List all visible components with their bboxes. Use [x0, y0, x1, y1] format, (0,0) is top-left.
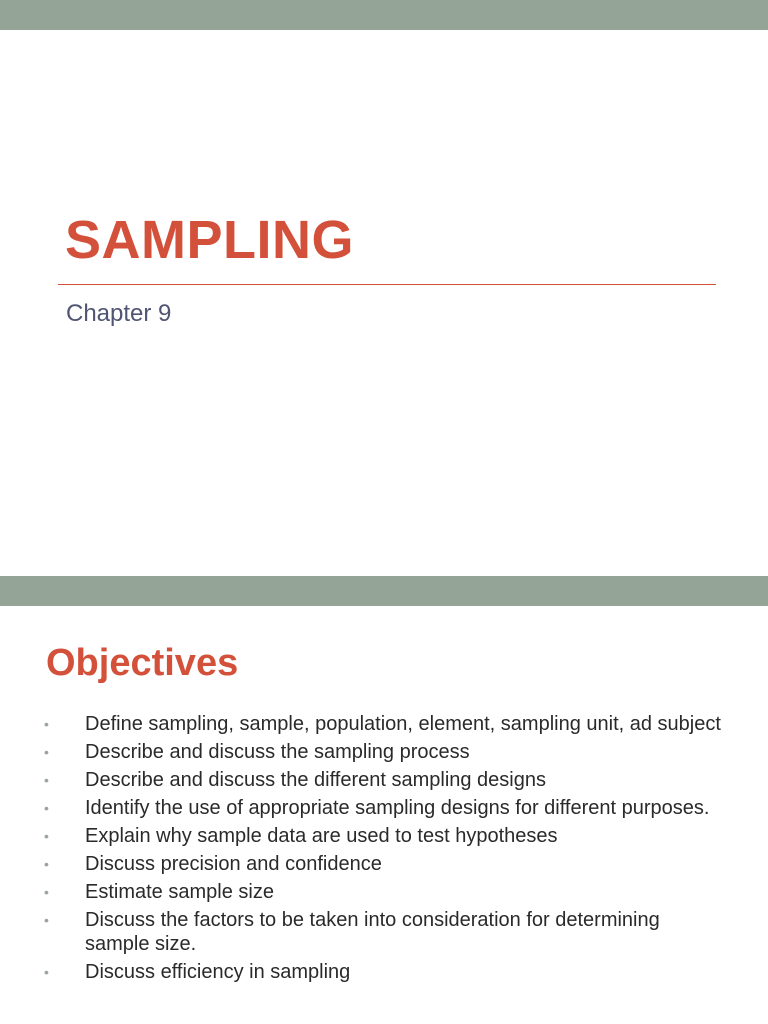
bullet-icon: •: [44, 800, 49, 816]
slide-subtitle: Chapter 9: [66, 300, 172, 327]
bullet-icon: •: [44, 912, 49, 928]
bullet-icon: •: [44, 772, 49, 788]
list-item: [44, 960, 724, 984]
slide-title: SAMPLING: [65, 210, 355, 270]
list-item: [44, 852, 724, 876]
list-item-text: Discuss the factors to be taken into consideration for determining sample size.: [85, 909, 660, 955]
list-item-text: Discuss efficiency in sampling: [85, 961, 351, 983]
list-item-text: Describe and discuss the sampling process: [85, 741, 470, 763]
slide-header-band: [0, 576, 768, 606]
bullet-icon: •: [44, 964, 49, 980]
bullet-icon: •: [44, 716, 49, 732]
bullet-icon: •: [44, 856, 49, 872]
slide-header-band: [0, 0, 768, 30]
list-item: [44, 740, 724, 764]
objectives-heading: Objectives: [46, 642, 239, 684]
list-item: [44, 712, 724, 736]
list-item-text: Identify the use of appropriate sampling designs for different purposes.: [85, 797, 710, 819]
list-item-text: Explain why sample data are used to test hypotheses: [85, 825, 558, 847]
objectives-list: [44, 712, 724, 988]
list-item: [44, 796, 724, 820]
list-item: [44, 768, 724, 792]
bullet-icon: •: [44, 828, 49, 844]
list-item: [44, 824, 724, 848]
list-item-text: Define sampling, sample, population, element, sampling unit, ad subject: [85, 713, 721, 735]
bullet-icon: •: [44, 884, 49, 900]
list-item-text: Describe and discuss the different sampling designs: [85, 769, 546, 791]
list-item: [44, 880, 724, 904]
list-item: [44, 908, 724, 956]
list-item-text: Estimate sample size: [85, 881, 274, 903]
title-underline: [58, 284, 716, 285]
list-item-text: Discuss precision and confidence: [85, 853, 382, 875]
objectives-slide: [0, 576, 768, 1024]
bullet-icon: •: [44, 744, 49, 760]
